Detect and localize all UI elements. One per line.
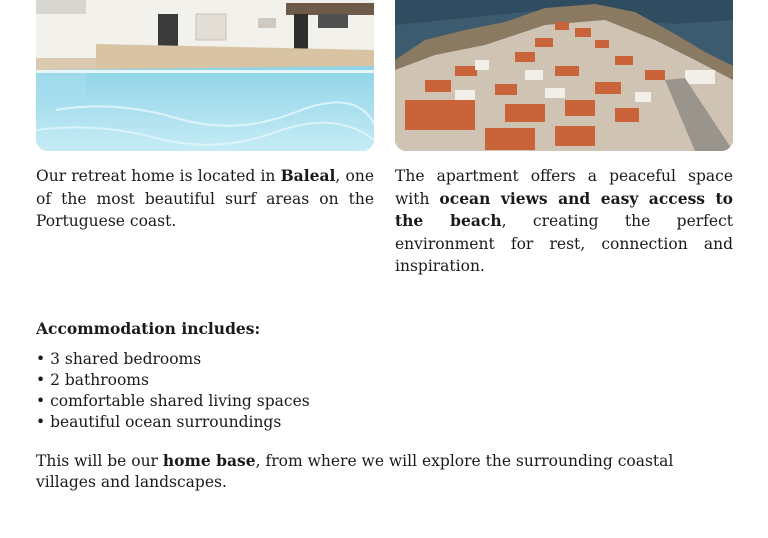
accommodation-list bbox=[36, 349, 310, 433]
closing-text-end: , from where we will explore the surrounding coastal villages and landscapes. bbox=[36, 452, 674, 491]
apartment-paragraph bbox=[395, 165, 733, 278]
accommodation-heading: Accommodation includes: bbox=[36, 319, 261, 338]
list-item: • 3 shared bedrooms bbox=[36, 350, 202, 368]
pool-villa-photo bbox=[36, 0, 374, 151]
location-paragraph bbox=[36, 165, 374, 233]
list-item: • beautiful ocean surroundings bbox=[36, 413, 282, 431]
location-text-start: Our retreat home is located in bbox=[36, 167, 281, 185]
list-item: • comfortable shared living spaces bbox=[36, 392, 310, 410]
closing-paragraph bbox=[36, 450, 726, 493]
apartment-text-start: The apartment offers a peaceful space with bbox=[395, 167, 733, 208]
coastal-town-image bbox=[395, 0, 733, 151]
location-text-end: , one of the most beautiful surf areas on the Portuguese coast. bbox=[36, 167, 374, 230]
apartment-highlight: ocean views and easy access to the beach bbox=[395, 188, 733, 230]
apartment-text-end: , creating the perfect environment for rest, connection and inspiration. bbox=[395, 212, 734, 275]
pool-villa-image bbox=[36, 0, 374, 151]
list-item: • 2 bathrooms bbox=[36, 371, 149, 389]
closing-highlight: home base bbox=[162, 451, 256, 470]
coastal-town-photo bbox=[395, 0, 733, 151]
location-highlight: Baleal bbox=[280, 166, 336, 185]
closing-text-start: This will be our bbox=[36, 452, 163, 470]
